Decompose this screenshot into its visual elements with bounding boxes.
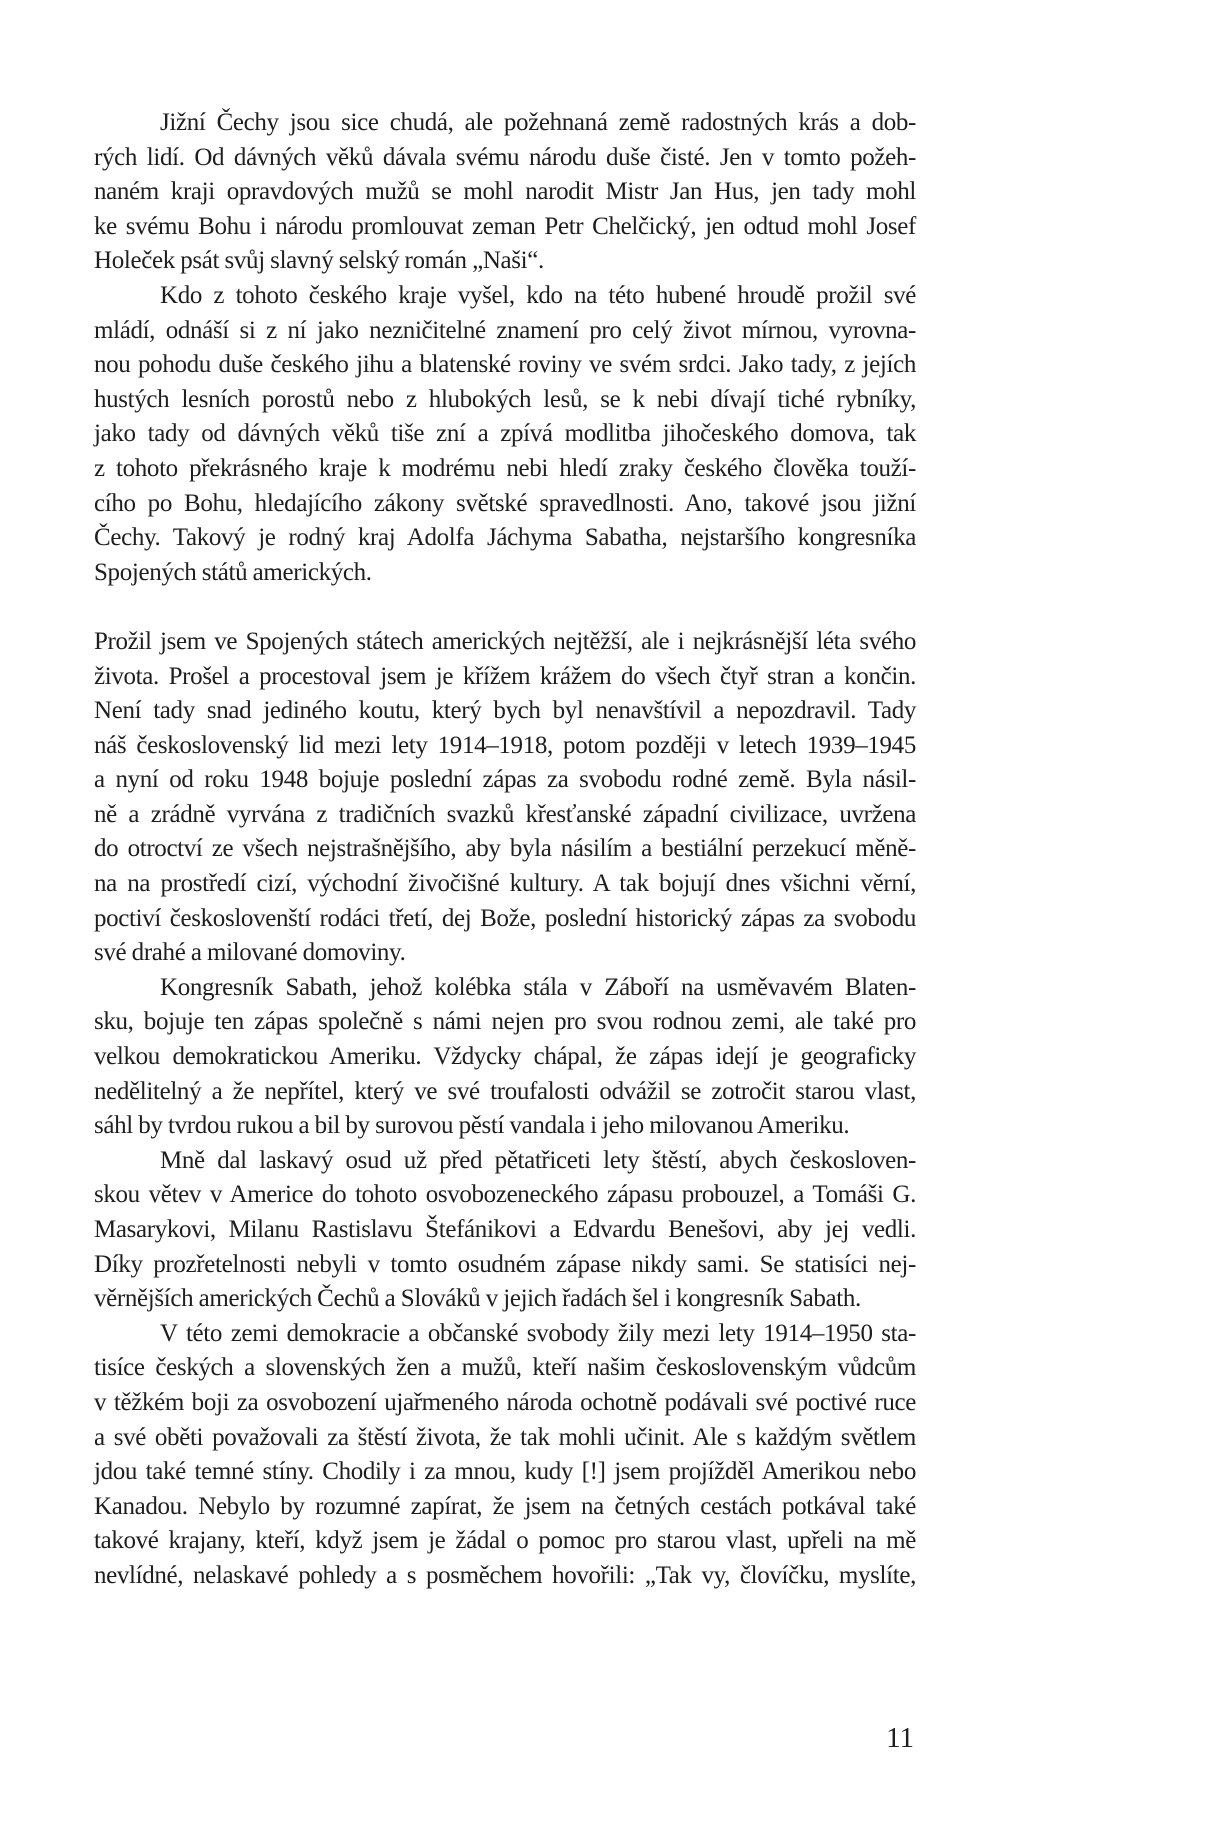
text-line: jdou také temné stíny. Chodily i za mnou, kudy [!] jsem projížděl Amerikou nebo [94, 1458, 916, 1486]
text-line: v těžkém boji za osvobození ujařmeného národa ochotně podávali své poctivé ruce [94, 1388, 916, 1416]
paragraph [94, 971, 916, 1144]
text-line: naném kraji opravdových mužů se mohl narodit Mistr Jan Hus, jen tady mohl [94, 178, 916, 206]
text-line: hustých lesních porostů nebo z hlubokých lesů, se k nebi dívají tiché rybníky, [94, 385, 916, 413]
text-line: Čechy. Takový je rodný kraj Adolfa Jáchyma Sabatha, nejstaršího kongresníka [94, 524, 916, 552]
text-line: skou větev v Americe do tohoto osvobozeneckého zápasu probouzel, a Tomáši G. [94, 1181, 916, 1209]
text-line: své drahé a milované domoviny. [94, 939, 406, 967]
text-line: Mně dal laskavý osud už před pětatřiceti lety štěstí, abych českosloven- [160, 1146, 916, 1174]
text-line: Prožil jsem ve Spojených státech amerických nejtěžší, ale i nejkrásnější léta svého [94, 627, 916, 655]
text-line: života. Prošel a procestoval jsem je křížem krážem do všech čtyř stran a končin. [94, 662, 916, 690]
body-text [94, 106, 916, 1594]
paragraph [94, 279, 916, 590]
text-line: mládí, odnáší si z ní jako nezničitelné znamení pro celý život mírnou, vyrovna- [94, 316, 916, 344]
text-line: Spojených států amerických. [94, 558, 372, 586]
text-line: Masarykovi, Milanu Rastislavu Štefánikovi a Edvardu Benešovi, aby jej vedli. [94, 1216, 916, 1243]
page-number: 11 [886, 1722, 914, 1754]
text-line: velkou demokratickou Ameriku. Vždycky chápal, že zápas idejí je geograficky [94, 1043, 916, 1071]
text-line: jako tady od dávných věků tiše zní a zpívá modlitba jihočeského domova, tak [94, 420, 916, 448]
text-line: rých lidí. Od dávných věků dávala svému národu duše čisté. Jen v tomto požeh- [94, 143, 916, 171]
paragraph [94, 625, 916, 971]
text-line: sku, bojuje ten zápas společně s námi nejen pro svou rodnou zemi, ale také pro [94, 1008, 916, 1036]
paragraph [94, 1317, 916, 1594]
text-line: na na prostředí cizí, východní živočišné kultury. A tak bojují dnes všichni věrní, [94, 870, 916, 898]
text-line: náš československý lid mezi lety 1914–1918, potom později v letech 1939–1945 [94, 731, 916, 759]
text-line: z tohoto překrásného kraje k modrému nebi hledí zraky českého člověka touží- [94, 454, 916, 482]
text-line: nedělitelný a že nepřítel, který ve své troufalosti odvážil se zotročit starou vlast, [94, 1077, 916, 1105]
paragraph [94, 106, 916, 279]
paragraph [94, 1144, 916, 1317]
text-line: poctiví českoslovenští rodáci třetí, dej Bože, poslední historický zápas za svobodu [94, 904, 916, 932]
text-line: tisíce českých a slovenských žen a mužů, kteří našim československým vůdcům [94, 1354, 916, 1382]
text-line: ně a zrádně vyrvána z tradičních svazků křesťanské západní civilizace, uvržena [94, 800, 916, 828]
text-line: nou pohodu duše českého jihu a blatenské roviny ve svém srdci. Jako tady, z jejích [94, 351, 916, 379]
text-line: Není tady snad jediného koutu, který bych byl nenavštívil a nepozdravil. Tady [94, 697, 916, 725]
text-line: ke svému Bohu i národu promlouvat zeman Petr Chelčický, jen odtud mohl Josef [94, 212, 916, 240]
section-break [94, 590, 916, 625]
text-line: věrnějších amerických Čechů a Slováků v jejich řadách šel i kongresník Sabath. [94, 1285, 861, 1313]
text-line: nevlídné, nelaskavé pohledy a s posměchem hovořili: „Tak vy, človíčku, myslíte, [94, 1561, 916, 1589]
text-line: Díky prozřetelnosti nebyli v tomto osudném zápase nikdy sami. Se statisíci nej- [94, 1250, 916, 1278]
text-line: Kdo z tohoto českého kraje vyšel, kdo na této hubené hroudě prožil své [160, 281, 916, 309]
text-line: a nyní od roku 1948 bojuje poslední zápas za svobodu rodné země. Byla násil- [94, 766, 916, 794]
text-line: Kongresník Sabath, jehož kolébka stála v Záboří na usměvavém Blaten- [160, 973, 916, 1001]
text-line: V této zemi demokracie a občanské svobody žily mezi lety 1914–1950 sta- [160, 1319, 916, 1347]
text-line: Jižní Čechy jsou sice chudá, ale požehnaná země radostných krás a dob- [160, 109, 916, 136]
text-line: takové krajany, kteří, když jsem je žádal o pomoc pro starou vlast, upřeli na mě [94, 1527, 916, 1555]
text-line: Kanadou. Nebylo by rozumné zapírat, že jsem na četných cestách potkával také [94, 1492, 916, 1520]
text-line: Holeček psát svůj slavný selský román „Naši“. [94, 247, 544, 275]
text-line: cího po Bohu, hledajícího zákony světské spravedlnosti. Ano, takové jsou jižní [94, 489, 916, 517]
text-line: do otroctví ze všech nejstrašnějšího, aby byla násilím a bestiální perzekucí měně- [94, 835, 916, 863]
text-line: a své oběti považovali za štěstí života, že tak mohli učinit. Ale s každým světlem [94, 1423, 916, 1451]
text-line: sáhl by tvrdou rukou a bil by surovou pěstí vandala i jeho milovanou Ameriku. [94, 1112, 850, 1140]
